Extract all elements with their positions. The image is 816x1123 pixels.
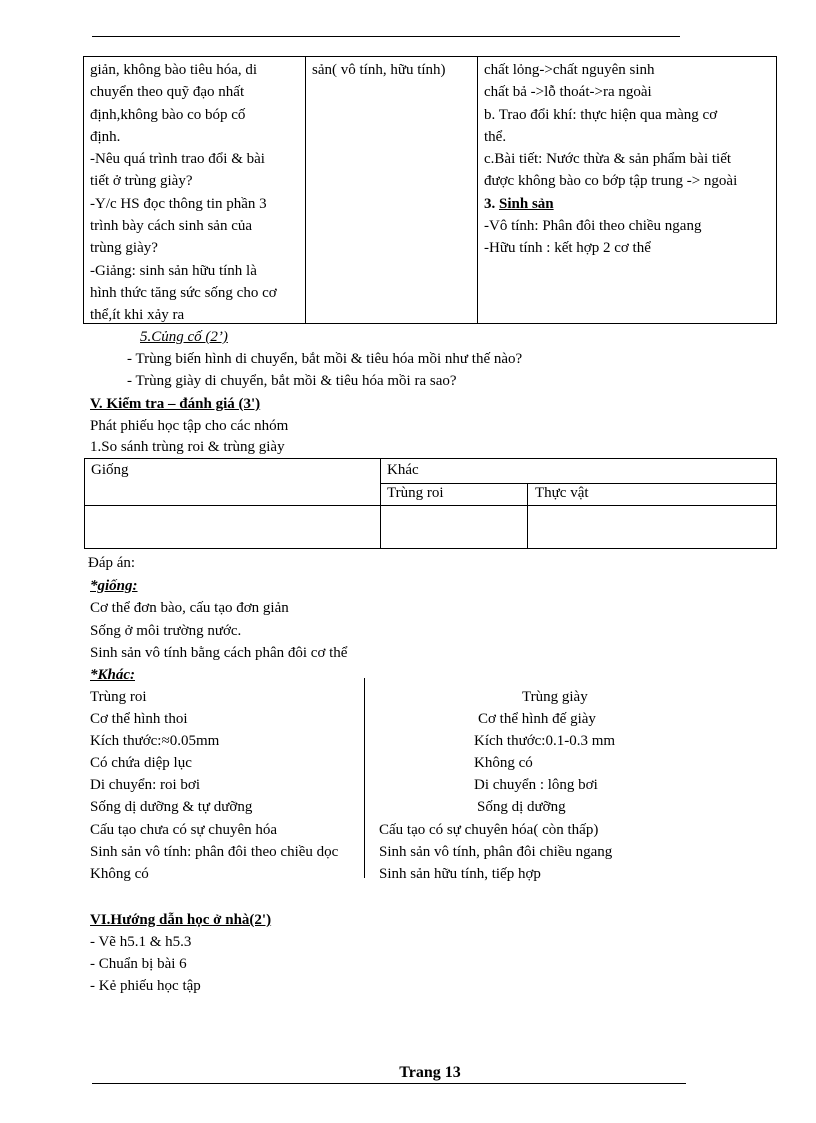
assessment-line: Phát phiếu học tập cho các nhóm bbox=[90, 418, 289, 434]
header-trung-roi: Trùng roi bbox=[387, 485, 444, 501]
table-divider bbox=[380, 459, 381, 548]
left-item: Cơ thể hình thoi bbox=[90, 711, 188, 727]
header-rule bbox=[92, 36, 680, 37]
consolidation-item: - Trùng biến hình di chuyển, bắt mồi & tiêu hóa mồi như thế nào? bbox=[127, 351, 523, 367]
text-line: giản, không bào tiêu hóa, di bbox=[90, 62, 258, 78]
right-item: Trùng giày bbox=[522, 689, 588, 705]
header-diff: Khác bbox=[387, 462, 419, 478]
header-same: Giống bbox=[91, 462, 129, 478]
assessment-heading: V. Kiểm tra – đánh giá (3') bbox=[90, 396, 261, 412]
text-line: chuyển theo quỹ đạo nhất bbox=[90, 84, 245, 101]
right-item: Kích thước:0.1-0.3 mm bbox=[474, 733, 616, 749]
comparison-table bbox=[84, 458, 777, 549]
heading-text: Sinh sản bbox=[499, 195, 554, 212]
homework-item: - Chuẩn bị bài 6 bbox=[90, 956, 187, 972]
text-line: thể. bbox=[484, 128, 507, 145]
diff-heading: *Khác: bbox=[90, 667, 135, 683]
text-line: trùng giày? bbox=[90, 240, 158, 257]
homework-item: - Vẽ h5.1 & h5.3 bbox=[90, 934, 192, 950]
text-line: -Y/c HS đọc thông tin phần 3 bbox=[90, 195, 267, 212]
header-thuc-vat: Thực vật bbox=[535, 485, 589, 501]
same-item: Sống ở môi trường nước. bbox=[90, 623, 242, 639]
right-item: Di chuyển : lông bơi bbox=[474, 777, 598, 793]
same-item: Sinh sản vô tính bằng cách phân đôi cơ thể bbox=[90, 645, 348, 661]
left-item: Không có bbox=[90, 866, 149, 882]
left-item: Cấu tạo chưa có sự chuyên hóa bbox=[90, 822, 278, 838]
assessment-line: 1.So sánh trùng roi & trùng giày bbox=[90, 439, 285, 455]
left-item: Sinh sản vô tính: phân đôi theo chiều dọc bbox=[90, 844, 339, 860]
text-line: được không bào co bớp tập trung -> ngoài bbox=[484, 173, 738, 190]
table-divider bbox=[380, 483, 776, 484]
right-item: Sinh sản vô tính, phân đôi chiều ngang bbox=[379, 844, 613, 860]
text-line: -Hữu tính : kết hợp 2 cơ thể bbox=[484, 240, 651, 257]
page-number: Trang 13 bbox=[399, 1064, 461, 1081]
consolidation-item: - Trùng giày di chuyển, bắt mồi & tiêu hóa mồi ra sao? bbox=[127, 373, 457, 389]
homework-heading: VI.Hướng dẫn học ở nhà(2') bbox=[90, 912, 272, 928]
lesson-table bbox=[83, 56, 777, 324]
text-line: c.Bài tiết: Nước thừa & sản phẩm bài tiết bbox=[484, 151, 732, 168]
teacher-activity-cell bbox=[84, 57, 306, 323]
consolidation-heading: 5.Củng cố (2’) bbox=[140, 329, 228, 345]
table-divider bbox=[527, 484, 528, 548]
content-cell bbox=[478, 57, 776, 323]
text-line: b. Trao đổi khí: thực hiện qua màng cơ bbox=[484, 106, 718, 123]
text-line: chất lỏng->chất nguyên sinh bbox=[484, 62, 655, 78]
right-item: Sinh sản hữu tính, tiếp hợp bbox=[379, 866, 541, 882]
left-item: Di chuyển: roi bơi bbox=[90, 777, 200, 793]
table-divider bbox=[85, 505, 776, 506]
text-line: tiết ở trùng giày? bbox=[90, 173, 193, 190]
text-line: chất bả ->lỗ thoát->ra ngoài bbox=[484, 84, 652, 101]
text-line: -Vô tính: Phân đôi theo chiều ngang bbox=[484, 218, 702, 235]
text-line: -Nêu quá trình trao đổi & bài bbox=[90, 151, 265, 168]
right-item: Cấu tạo có sự chuyên hóa( còn thấp) bbox=[379, 822, 599, 838]
heading-number: 3. bbox=[484, 195, 499, 212]
left-item: Sống dị dưỡng & tự dưỡng bbox=[90, 799, 253, 815]
text-line: -Giảng: sinh sản hữu tính là bbox=[90, 262, 257, 279]
text-line: trình bày cách sinh sản của bbox=[90, 218, 253, 235]
column-divider bbox=[364, 678, 365, 878]
answer-label: Đáp án: bbox=[88, 555, 136, 571]
left-item: Kích thước:≈0.05mm bbox=[90, 733, 220, 749]
homework-item: - Kẻ phiếu học tập bbox=[90, 978, 201, 994]
footer-rule bbox=[92, 1083, 686, 1084]
right-item: Sống dị dưỡng bbox=[477, 799, 566, 815]
right-item: Không có bbox=[474, 755, 533, 771]
text-line: định,không bào co bóp cố bbox=[90, 106, 246, 123]
text-line: sản( vô tính, hữu tính) bbox=[312, 62, 446, 78]
text-line: thể,ít khi xảy ra bbox=[90, 307, 185, 324]
text-line: hình thức tăng sức sống cho cơ bbox=[90, 284, 277, 301]
text-line: định. bbox=[90, 128, 121, 145]
same-item: Cơ thể đơn bào, cấu tạo đơn giản bbox=[90, 600, 289, 616]
left-item: Trùng roi bbox=[90, 689, 147, 705]
section-heading bbox=[484, 193, 770, 215]
student-activity-cell bbox=[306, 57, 478, 323]
right-item: Cơ thể hình đế giày bbox=[478, 711, 596, 727]
same-heading: *giống: bbox=[90, 578, 138, 594]
left-item: Có chứa diệp lục bbox=[90, 755, 192, 771]
